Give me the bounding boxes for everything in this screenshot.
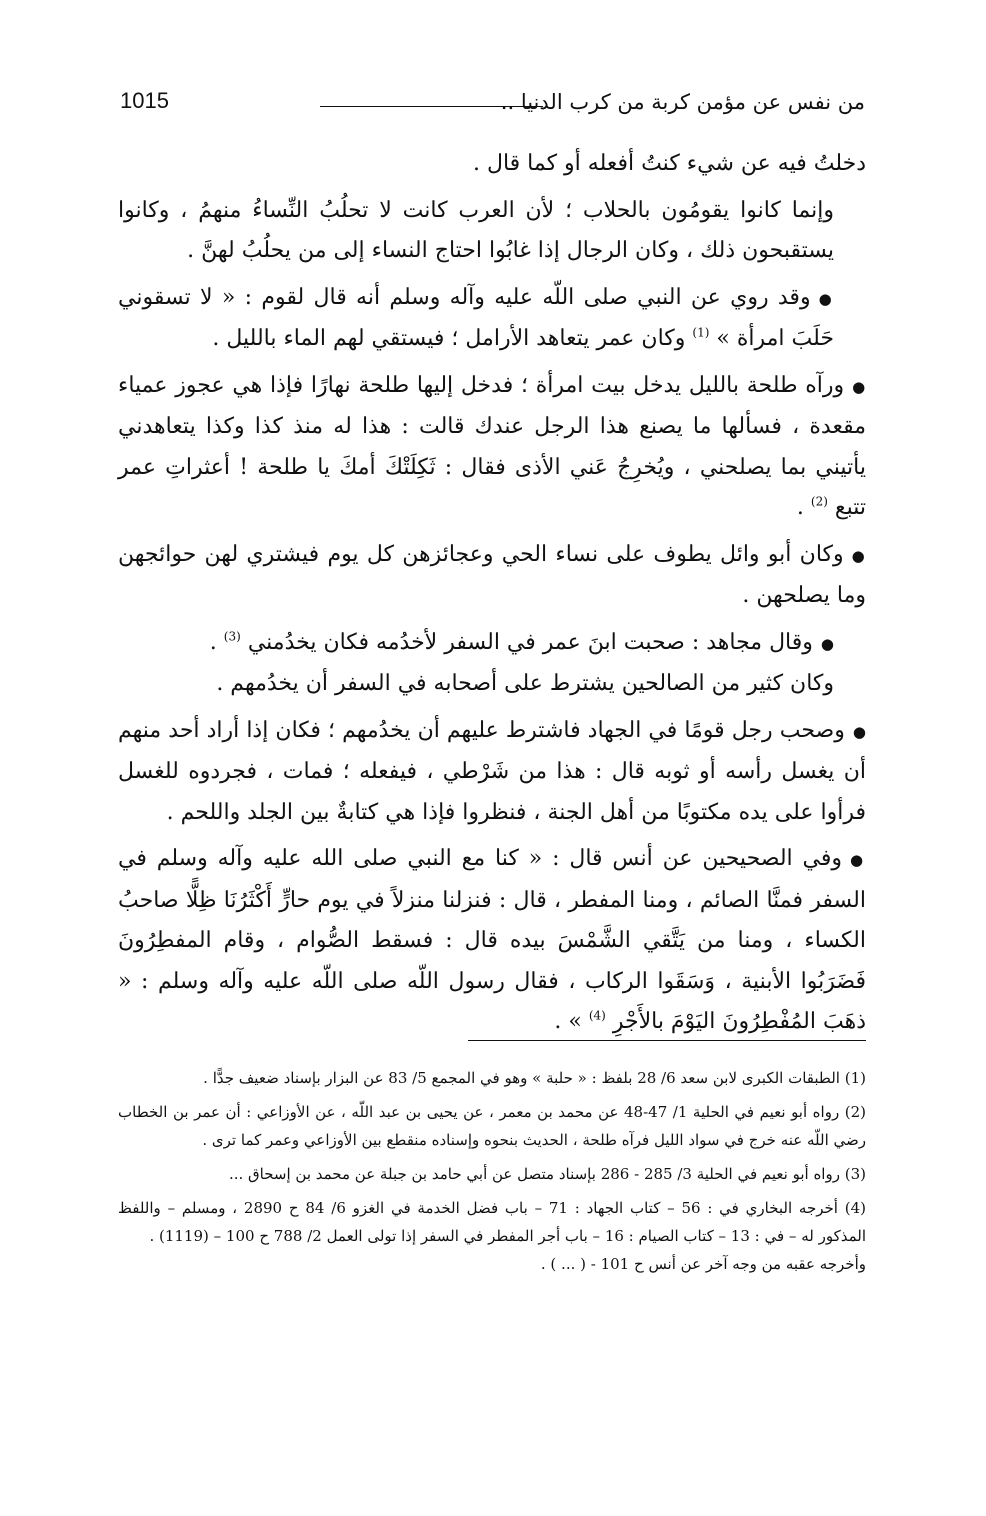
footnote-4-continued: وأخرجه عقبه من وجه آخر عن أنس ح 101 - ( ... ) . (540, 1255, 866, 1273)
footnotes (118, 1064, 866, 1284)
body-text (118, 144, 866, 1049)
paragraph-7-text: وكان كثير من الصالحين يشترط على أصحابه في السفر أن يخدُمهم . (216, 671, 834, 696)
paragraph-4-text-cont: . (796, 495, 804, 520)
paragraph-3-text-cont: وكان عمر يتعاهد الأرامل ؛ فيستقي لهم الماء بالليل . (212, 326, 686, 351)
paragraph-7 (118, 664, 866, 705)
footnote-4: (4) أخرجه البخاري في : 56 – كتاب الجهاد : 71 – باب فضل الخدمة في الغزو 6/ 84 ح 2890 ، ومسلم – واللفظ المذكور له – في : 13 – كتاب الصيام : 16 – باب أجر المفطر في السفر إذا تولى العمل 2/ 788 ح 100 – (1119) . (118, 1199, 867, 1245)
paragraph-6-text-cont: . (209, 629, 217, 655)
paragraph-5-text: وكان أبو وائل يطوف على نساء الحي وعجائزهن كل يوم فيشتري لهن حوائجهن وما يصلحهن . (118, 541, 866, 608)
paragraph-3-text: وقد روي عن النبي صلى اللّه عليه وآله وسلم أنه قال لقوم : « لا تسقوني حَلَبَ امرأة » (118, 284, 834, 351)
bullet-icon: ● (820, 634, 834, 653)
footnote-rule (468, 1040, 866, 1041)
paragraph-9-text-cont: » . (554, 1009, 582, 1034)
footnote-3: (3) رواه أبو نعيم في الحلية 3/ 285 - 286 بإسناد متصل عن أبي حامد بن جبلة عن محمد بن إسحاق ... (228, 1165, 866, 1183)
bullet-icon: ● (818, 289, 834, 308)
page-header (120, 86, 865, 126)
paragraph-8-text: وصحب رجل قومًا في الجهاد فاشترط عليهم أن يخدُمهم ؛ فكان إذا أراد أحد منهم أن يغسل رأسه أو ثوبه قال : هذا من شَرْطي ، فيفعله ؛ فمات ، فجردوه للغسل فرأوا على يده مكتوبًا من أهل الجنة ، فنظروا فإذا هي كتابةٌ بين الجلد واللحم . (118, 717, 866, 825)
paragraph-2 (118, 191, 866, 272)
paragraph-9 (118, 839, 866, 1043)
paragraph-4 (118, 366, 866, 529)
bullet-icon: ● (852, 377, 867, 396)
paragraph-4-text: ورآه طلحة بالليل يدخل بيت امرأة ؛ فدخل إليها طلحة نهارًا فإذا هي عجوز عمياء مقعدة ، فسألها ما يصنع هذا الرجل عندك قالت : هذا له منذ كذا وكذا يتعاهدني يأتيني بما يصلحني ، ويُخرِجُ عَني الأذى فقال : ثَكِلَتْكَ أمكَ يا طلحة ! أعثراتِ عمر تتبع (118, 372, 866, 520)
footnote-marker-3: (3) (223, 629, 241, 644)
paragraph-8 (118, 711, 866, 834)
paragraph-6-text: وقال مجاهد : صحبت ابنَ عمر في السفر لأخدُمه فكان يخدُمني (247, 629, 813, 655)
paragraph-3 (118, 278, 866, 360)
header-rule (320, 106, 543, 107)
bullet-icon: ● (852, 722, 866, 741)
paragraph-2-text: وإنما كانوا يقومُون بالحلاب ؛ لأن العرب كانت لا تحلُبُ النِّساءُ منهمُ ، وكانوا يستقبحون ذلك ، وكان الرجال إذا غابُوا احتاج النساء إلى من يحلُبُ لهنَّ . (118, 197, 834, 263)
bullet-icon: ● (851, 546, 866, 565)
paragraph-1 (118, 144, 866, 185)
paragraph-1-text: دخلتُ فيه عن شيء كنتُ أفعله أو كما قال . (472, 151, 866, 176)
paragraph-5 (118, 535, 866, 617)
footnote-2: (2) رواه أبو نعيم في الحلية 1/ 47-48 عن محمد بن معمر ، عن يحيى بن عبد اللّه ، عن الأوزاعي : أن عمر بن الخطاب رضي اللّه عنه خرج في سواد الليل فرآه طلحة ، الحديث بنحوه وإسناده منقطع بين الأوزاعي وعمر كما ترى . (118, 1103, 866, 1149)
page-number: 1015 (120, 88, 169, 113)
footnote-1: (1) الطبقات الكبرى لابن سعد 6/ 28 بلفظ : « حلبة » وهو في المجمع 5/ 83 عن البزار بإسناد ضعيف جدًّا . (203, 1069, 866, 1087)
footnote-marker-1: (1) (692, 325, 710, 340)
bullet-icon: ● (850, 851, 867, 869)
paragraph-6 (118, 623, 866, 665)
footnote-marker-2: (2) (810, 494, 828, 509)
paragraph-9-text: وفي الصحيحين عن أنس قال : « كنا مع النبي صلى الله عليه وآله وسلم في السفر فمنَّا الصائم ، ومنا المفطر ، قال : فنزلنا منزلاً في يوم حارٍّ أَكْثَرُنَا ظِلًّا صاحبُ الكساء ، ومنا من يَتَّقي الشَّمْسَ بيده قال : فسقط الصُّوام ، وقام المفطِرُونَ فَضَرَبُوا الأبنية ، وَسَقَوا الركاب ، فقال رسول اللّه صلى اللّه عليه وآله وسلم : « ذهَبَ المُفْطِرُونَ اليَوْمَ بالأَجْرِ (118, 846, 866, 1034)
running-title: من نفس عن مؤمن كربة من كرب الدنيا .. (500, 90, 865, 114)
footnote-marker-4: (4) (588, 1008, 606, 1023)
